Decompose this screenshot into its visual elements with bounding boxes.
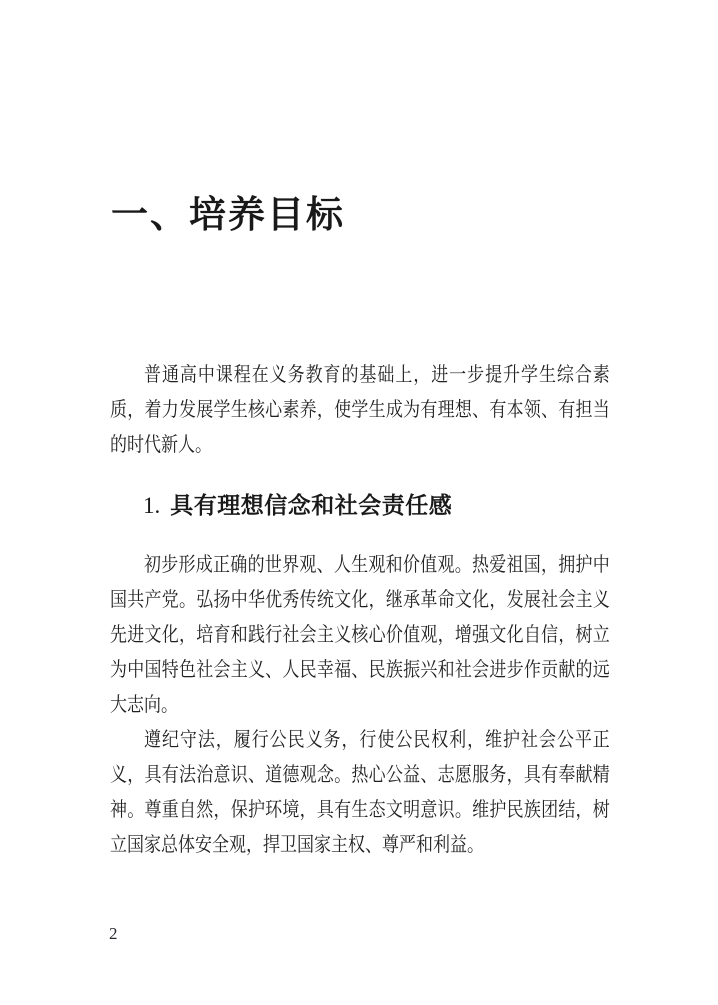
section-number: 1. (143, 493, 161, 518)
intro-paragraph: 普通高中课程在义务教育的基础上，进一步提升学生综合素质，着力发展学生核心素养，使学生成为有理想、有本领、有担当的时代新人。 (110, 364, 610, 456)
section-paragraph-civic: 遵纪守法，履行公民义务，行使公民权利，维护社会公平正义，具有法治意识、道德观念。热心公益、志愿服务，具有奉献精神。尊重自然，保护环境，具有生态文明意识。维护民族团结，树立国家总体安全观，捍卫国家主权、尊严和利益。 (110, 729, 610, 856)
section-title: 具有理想信念和社会责任感 (170, 493, 453, 518)
page-number: 2 (109, 924, 118, 943)
section-paragraph-ideals: 初步形成正确的世界观、人生观和价值观。热爱祖国，拥护中国共产党。弘扬中华优秀传统文化，继承革命文化，发展社会主义先进文化，培育和践行社会主义核心价值观，增强文化自信，树立为中国特色社会主义、人民幸福、民族振兴和社会进步作贡献的远大志向。 (110, 554, 610, 716)
section-heading (143, 490, 452, 522)
chapter-heading: 一、培养目标 (111, 195, 345, 236)
